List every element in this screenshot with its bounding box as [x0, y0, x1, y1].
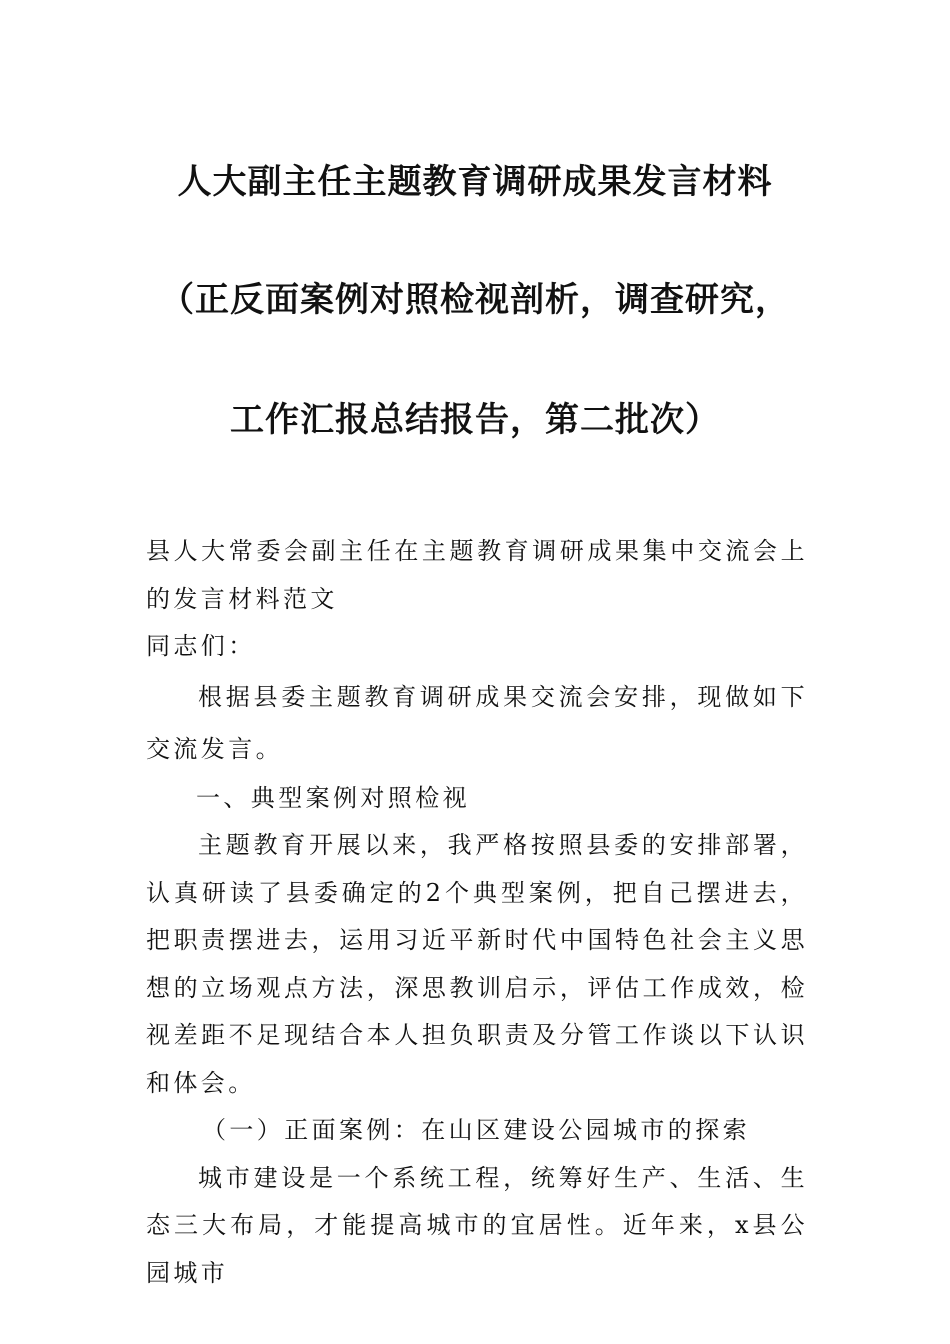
document-body: [146, 528, 808, 1297]
intro-paragraph: 根据县委主题教育调研成果交流会安排，现做如下交流发言。: [146, 682, 808, 763]
subsection-heading: （一）正面案例：在山区建设公园城市的探索: [202, 1116, 750, 1144]
section-heading: 一、典型案例对照检视: [196, 783, 470, 812]
document-title-line-3: 工作汇报总结报告，第二批次）: [230, 400, 720, 440]
body-paragraph-1: 主题教育开展以来，我严格按照县委的安排部署，认真研读了县委确定的2个典型案例，把自己摆进去，把职责摆进去，运用习近平新时代中国特色社会主义思想的立场观点方法，深思教训启示，评估工作成效，检视差距不足现结合本人担负职责及分管工作谈以下认识和体会。: [146, 831, 808, 1097]
body-paragraph-2: 城市建设是一个系统工程，统筹好生产、生活、生态三大布局，才能提高城市的宜居性。近年来，x县公园城市: [146, 1163, 808, 1287]
greeting-paragraph: 同志们：: [146, 632, 256, 660]
document-title-line-2: （正反面案例对照检视剖析，调查研究，: [160, 280, 790, 320]
document-title-line-1: 人大副主任主题教育调研成果发言材料: [177, 162, 773, 202]
subtitle-paragraph: 县人大常委会副主任在主题教育调研成果集中交流会上的发言材料范文: [146, 537, 808, 613]
